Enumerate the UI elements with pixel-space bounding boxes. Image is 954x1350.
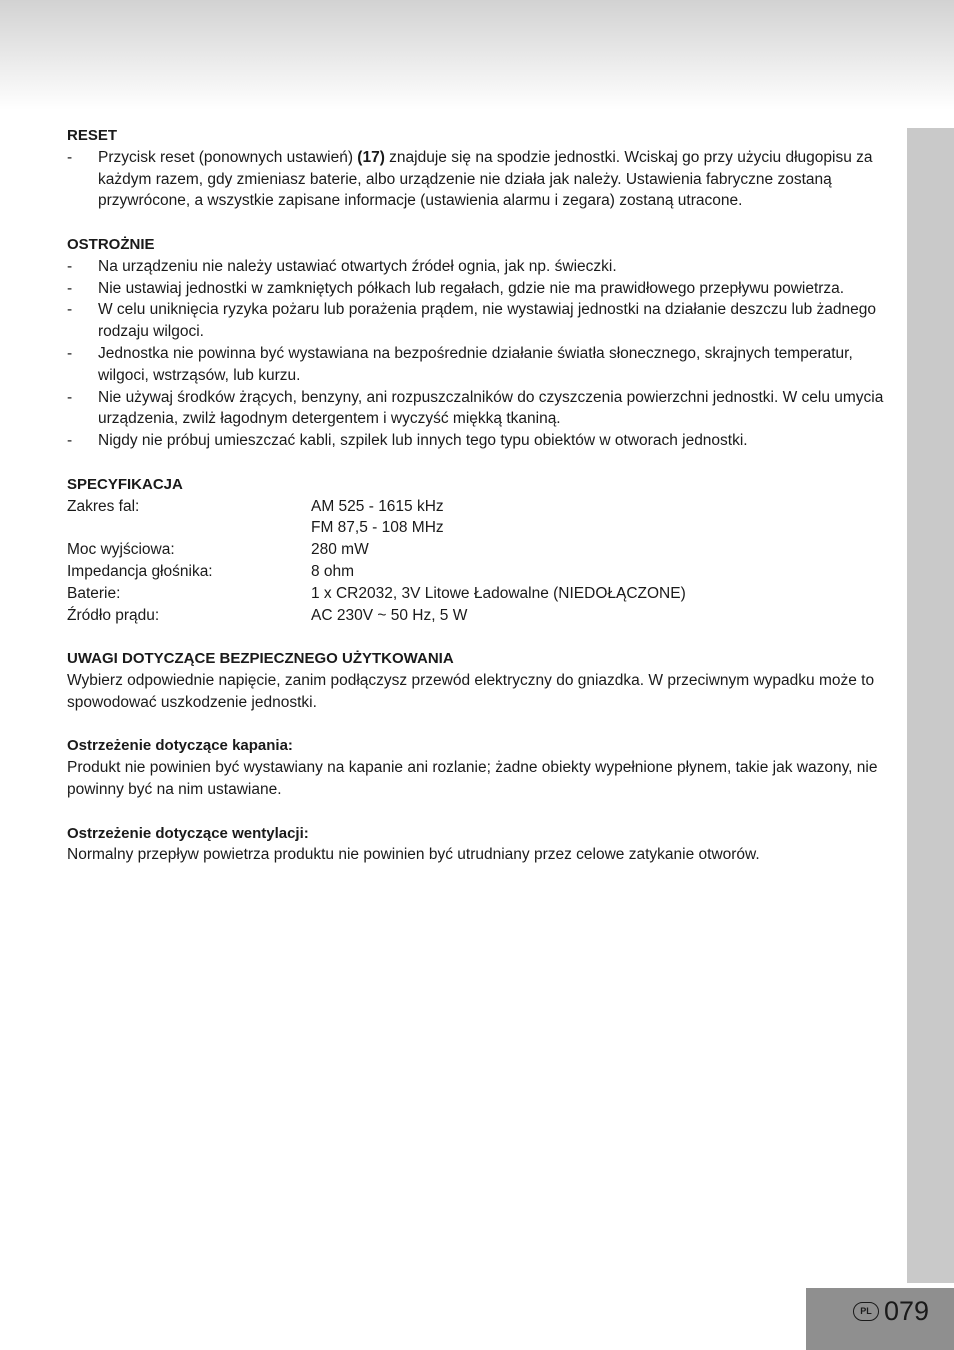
spec-value: 8 ohm bbox=[311, 562, 355, 580]
reset-text-pre: Przycisk reset (ponownych ustawień) bbox=[98, 148, 358, 166]
bullet-dash: - bbox=[67, 148, 73, 166]
spec-value: FM 87,5 - 108 MHz bbox=[311, 519, 444, 537]
reset-list bbox=[67, 147, 887, 212]
dripping-heading: Ostrzeżenie dotyczące kapania: bbox=[67, 737, 293, 755]
ventilation-heading: Ostrzeżenie dotyczące wentylacji: bbox=[67, 824, 309, 842]
ventilation-section bbox=[67, 823, 887, 867]
spec-value: 280 mW bbox=[311, 541, 369, 559]
list-item-text: Nie ustawiaj jednostki w zamkniętych półkach lub regałach, gdzie nie ma prawidłowego przepływu powietrza. bbox=[98, 279, 845, 297]
bullet-dash: - bbox=[67, 344, 73, 362]
list-item-text: Nigdy nie próbuj umieszczać kabli, szpilek lub innych tego typu obiektów w otworach jednostki. bbox=[98, 432, 748, 450]
caution-list bbox=[67, 256, 887, 452]
bullet-dash: - bbox=[67, 432, 73, 450]
specs-heading: SPECYFIKACJA bbox=[67, 475, 183, 493]
ventilation-text: Normalny przepływ powietrza produktu nie powinien być utrudniany przez celowe zatykanie otworów. bbox=[67, 846, 760, 864]
specs-section bbox=[67, 474, 887, 627]
reset-part-number: (17) bbox=[357, 148, 385, 166]
list-item-text: W celu uniknięcia ryzyka pożaru lub porażenia prądem, nie wystawiaj jednostki na działanie deszczu lub żadnego rodzaju wilgoci. bbox=[98, 301, 877, 341]
spec-label: Baterie: bbox=[67, 584, 121, 602]
list-item bbox=[67, 278, 887, 300]
list-item-text: Nie używaj środków żrących, benzyny, ani rozpuszczalników do czyszczenia powierzchni jednostki. W celu umycia urządzenia, zwilż łagodnym detergentem i wyczyść miękką tkaniną. bbox=[98, 388, 884, 428]
dripping-text: Produkt nie powinien być wystawiany na kapanie ani rozlanie; żadne obiekty wypełnione płynem, takie jak wazony, nie powinny być na nim ustawiane. bbox=[67, 759, 878, 798]
caution-heading: OSTROŻNIE bbox=[67, 235, 155, 253]
list-item bbox=[67, 147, 887, 212]
list-item bbox=[67, 343, 887, 387]
header-gradient-band bbox=[0, 0, 954, 110]
bullet-dash: - bbox=[67, 257, 73, 275]
safety-text: Wybierz odpowiednie napięcie, zanim podłączysz przewód elektryczny do gniazdka. W przeciwnym wypadku może to spowodować uszkodzenie jednostki. bbox=[67, 671, 875, 711]
reset-heading: RESET bbox=[67, 127, 118, 144]
page-number: 079 bbox=[884, 1296, 930, 1326]
spec-label: Impedancja głośnika: bbox=[67, 562, 213, 580]
spec-value: AM 525 - 1615 kHz bbox=[311, 497, 444, 515]
reset-section bbox=[67, 125, 887, 212]
spec-values bbox=[311, 496, 887, 540]
side-tab-band bbox=[907, 128, 954, 1283]
spec-label: Zakres fal: bbox=[67, 497, 140, 515]
list-item bbox=[67, 299, 887, 343]
spec-row-output-power bbox=[67, 539, 887, 561]
manual-content bbox=[67, 125, 887, 888]
safety-section bbox=[67, 648, 887, 713]
dripping-section bbox=[67, 735, 887, 800]
page-number-box bbox=[806, 1288, 954, 1350]
spec-value: 1 x CR2032, 3V Litowe Ładowalne (NIEDOŁĄCZONE) bbox=[311, 584, 686, 602]
spec-row-wavebands bbox=[67, 496, 887, 540]
spec-row-power-source bbox=[67, 605, 887, 627]
safety-heading: UWAGI DOTYCZĄCE BEZPIECZNEGO UŻYTKOWANIA bbox=[67, 650, 454, 668]
list-item bbox=[67, 256, 887, 278]
list-item-text: Na urządzeniu nie należy ustawiać otwartych źródeł ognia, jak np. świeczki. bbox=[98, 257, 617, 275]
list-item-text: Jednostka nie powinna być wystawiana na bezpośrednie działanie światła słonecznego, skrajnych temperatur, wilgoci, wstrząsów, lub kurzu. bbox=[98, 344, 853, 384]
list-item bbox=[67, 387, 887, 431]
reset-text-post: znajduje się na spodzie jednostki. Wciskaj go przy użyciu długopisu za każdym razem, gdy zmieniasz baterie, albo urządzenie nie działa jak należy. Ustawienia fabryczne zostaną przywrócone, a wszystkie zapisane informacje (ustawienia alarmu i zegara) zostaną utracone. bbox=[98, 148, 873, 210]
bullet-dash: - bbox=[67, 301, 73, 319]
spec-value: AC 230V ~ 50 Hz, 5 W bbox=[311, 606, 468, 624]
spec-label: Moc wyjściowa: bbox=[67, 541, 175, 559]
spec-label: Źródło prądu: bbox=[67, 606, 160, 624]
bullet-dash: - bbox=[67, 388, 73, 406]
language-badge: PL bbox=[853, 1302, 879, 1321]
caution-section bbox=[67, 234, 887, 452]
list-item bbox=[67, 430, 887, 452]
bullet-dash: - bbox=[67, 279, 73, 297]
spec-row-impedance bbox=[67, 561, 887, 583]
spec-row-batteries bbox=[67, 583, 887, 605]
